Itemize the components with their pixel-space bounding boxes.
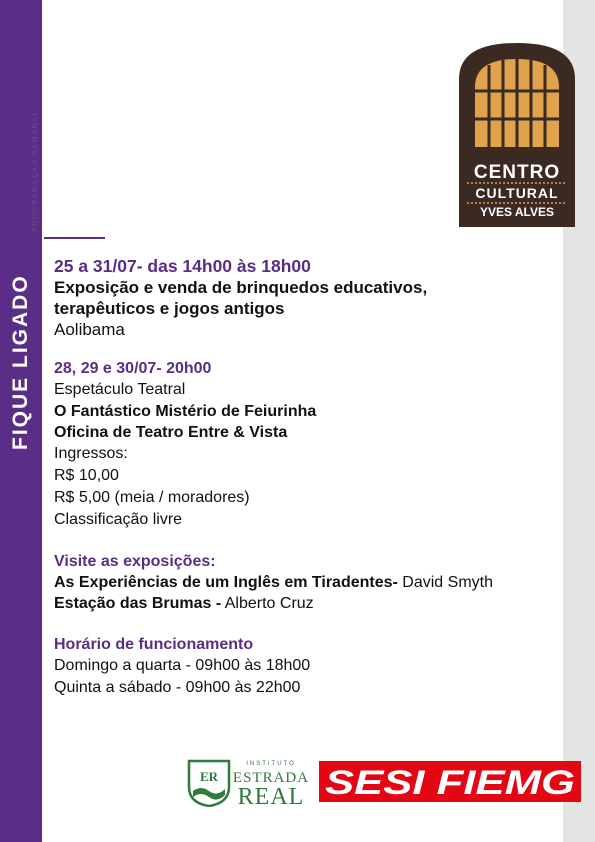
estrada-real-logo bbox=[185, 757, 311, 807]
event2-tickets-label: Ingressos: bbox=[54, 445, 128, 462]
event1-date: 25 a 31/07- das 14h00 às 18h00 bbox=[54, 256, 311, 276]
exhibition-1-author: David Smyth bbox=[397, 574, 493, 591]
event2-company: Oficina de Teatro Entre & Vista bbox=[54, 424, 288, 441]
logo-line3: YVES ALVES bbox=[479, 205, 555, 219]
exhibitions-heading: Visite as exposições: bbox=[54, 553, 216, 570]
vertical-title-text: FIQUE LIGADO bbox=[9, 274, 32, 450]
event2-rating: Classificação livre bbox=[54, 511, 183, 528]
estrada-line2: REAL bbox=[237, 784, 305, 807]
hours-heading: Horário de funcionamento bbox=[54, 636, 254, 653]
event2-type: Espetáculo Teatral bbox=[54, 381, 186, 398]
event1-title-line1: Exposição e venda de brinquedos educativos, bbox=[54, 278, 428, 297]
header-rule bbox=[44, 237, 105, 239]
estrada-institute: INSTITUTO bbox=[246, 761, 296, 767]
exhibition-item-1 bbox=[54, 572, 554, 593]
event1-organizer: Aolibama bbox=[54, 320, 125, 339]
exhibition-1-title: As Experiências de um Inglês em Tiradentes- bbox=[54, 574, 398, 591]
program-content bbox=[54, 256, 554, 699]
logo-line2: CULTURAL bbox=[475, 185, 559, 201]
logo-line1: CENTRO bbox=[473, 162, 561, 183]
event2-title: O Fantástico Mistério de Feiurinha bbox=[54, 403, 317, 420]
event2-price-half: R$ 5,00 (meia / moradores) bbox=[54, 489, 250, 506]
event2-date: 28, 29 e 30/07- 20h00 bbox=[54, 360, 212, 377]
exhibition-item-2 bbox=[54, 593, 554, 614]
exhibition-2-title: Estação das Brumas - bbox=[54, 595, 222, 612]
hours-line-2: Quinta a sábado - 09h00 às 22h00 bbox=[54, 679, 301, 696]
sesi-fiemg-logo bbox=[319, 761, 581, 802]
event2-price-full: R$ 10,00 bbox=[54, 467, 119, 484]
hours-line-1: Domingo a quarta - 09h00 às 18h00 bbox=[54, 657, 311, 674]
event1-title-line2: terapêuticos e jogos antigos bbox=[54, 299, 285, 318]
exhibition-2-author: Alberto Cruz bbox=[221, 595, 314, 612]
centro-cultural-logo bbox=[459, 43, 575, 227]
vertical-subtitle-text: PROGRAMAÇÃO SEMANAL bbox=[32, 110, 39, 232]
estrada-line1: ESTRADA bbox=[232, 770, 310, 786]
estrada-seal-text: ER bbox=[199, 769, 219, 784]
sesi-fiemg-text: SESI FIEMG bbox=[325, 764, 575, 802]
